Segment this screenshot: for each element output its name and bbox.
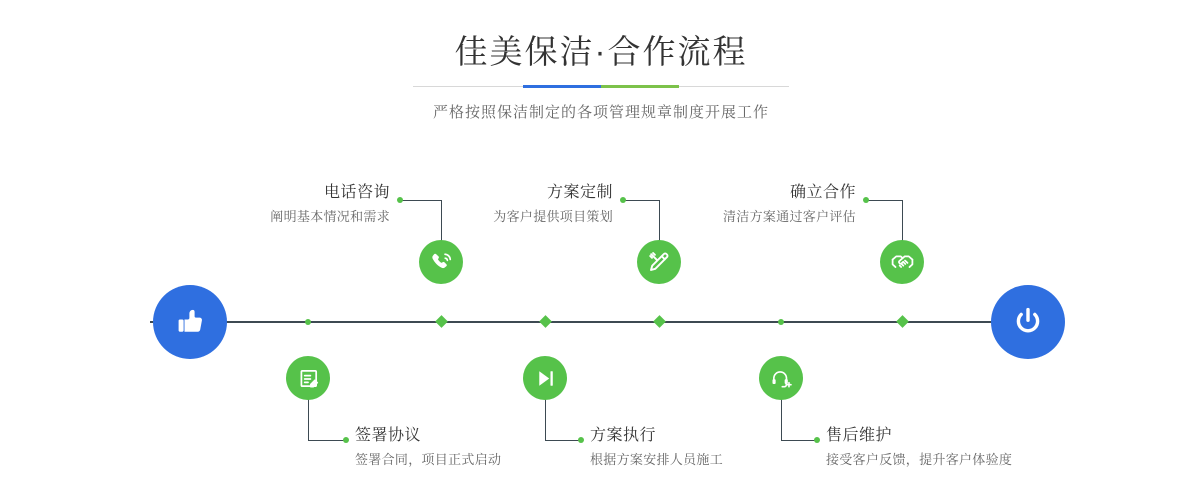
timeline-start-badge (153, 285, 227, 359)
step-label-6 (826, 425, 1086, 470)
step-desc-4: 根据方案安排人员施工 (590, 452, 724, 467)
connector-horizontal-6 (781, 440, 816, 441)
thumbs-up-icon (172, 304, 208, 340)
step-node-1[interactable] (419, 240, 463, 284)
step-node-3[interactable] (637, 240, 681, 284)
page-title: 佳美保洁·合作流程 (454, 33, 748, 70)
power-icon (1009, 303, 1047, 341)
step-title-6: 售后维护 (826, 427, 893, 444)
divider-segment-blue (523, 85, 601, 88)
headset-add-icon (770, 367, 793, 390)
connector-horizontal-4 (545, 440, 580, 441)
step-title-1: 电话咨询 (323, 184, 390, 201)
phone-ring-icon (429, 250, 453, 274)
timeline-end-badge (991, 285, 1065, 359)
axis-dot-6 (778, 319, 784, 325)
connector-dot-2 (343, 437, 349, 443)
axis-marker-1 (435, 315, 448, 328)
axis-marker-5 (896, 315, 909, 328)
step-node-6[interactable] (759, 356, 803, 400)
pencil-ruler-icon (647, 250, 671, 274)
connector-horizontal-2 (308, 440, 346, 441)
step-node-2[interactable] (286, 356, 330, 400)
step-node-4[interactable] (523, 356, 567, 400)
step-label-2 (355, 425, 575, 470)
step-label-5 (660, 182, 856, 227)
connector-dot-5 (863, 197, 869, 203)
step-label-3 (430, 182, 613, 227)
divider-segment-green (601, 85, 679, 88)
step-title-5: 确立合作 (789, 184, 856, 201)
step-desc-2: 签署合同，项目正式启动 (355, 452, 502, 467)
step-desc-6: 接受客户反馈，提升客户体验度 (826, 452, 1013, 467)
connector-dot-3 (620, 197, 626, 203)
connector-horizontal-3 (623, 200, 659, 201)
timeline-axis (150, 321, 1055, 323)
connector-dot-4 (578, 437, 584, 443)
handshake-icon (890, 250, 915, 275)
step-label-1 (200, 182, 390, 227)
header (0, 30, 1202, 122)
step-label-4 (590, 425, 820, 470)
step-node-5[interactable] (880, 240, 924, 284)
page-subtitle: 严格按照保洁制定的各项管理规章制度开展工作 (432, 104, 769, 121)
title-divider (413, 86, 789, 87)
axis-marker-3 (653, 315, 666, 328)
axis-marker-4 (539, 315, 552, 328)
document-edit-icon (297, 367, 320, 390)
connector-dot-6 (814, 437, 820, 443)
step-title-2: 签署协议 (355, 427, 422, 444)
connector-horizontal-5 (866, 200, 902, 201)
step-title-3: 方案定制 (546, 184, 613, 201)
step-desc-1: 阐明基本情况和需求 (270, 209, 390, 224)
connector-dot-1 (397, 197, 403, 203)
axis-dot-2 (305, 319, 311, 325)
step-desc-5: 清洁方案通过客户评估 (722, 209, 856, 224)
step-title-4: 方案执行 (590, 427, 657, 444)
play-next-icon (534, 367, 557, 390)
step-desc-3: 为客户提供项目策划 (493, 209, 613, 224)
